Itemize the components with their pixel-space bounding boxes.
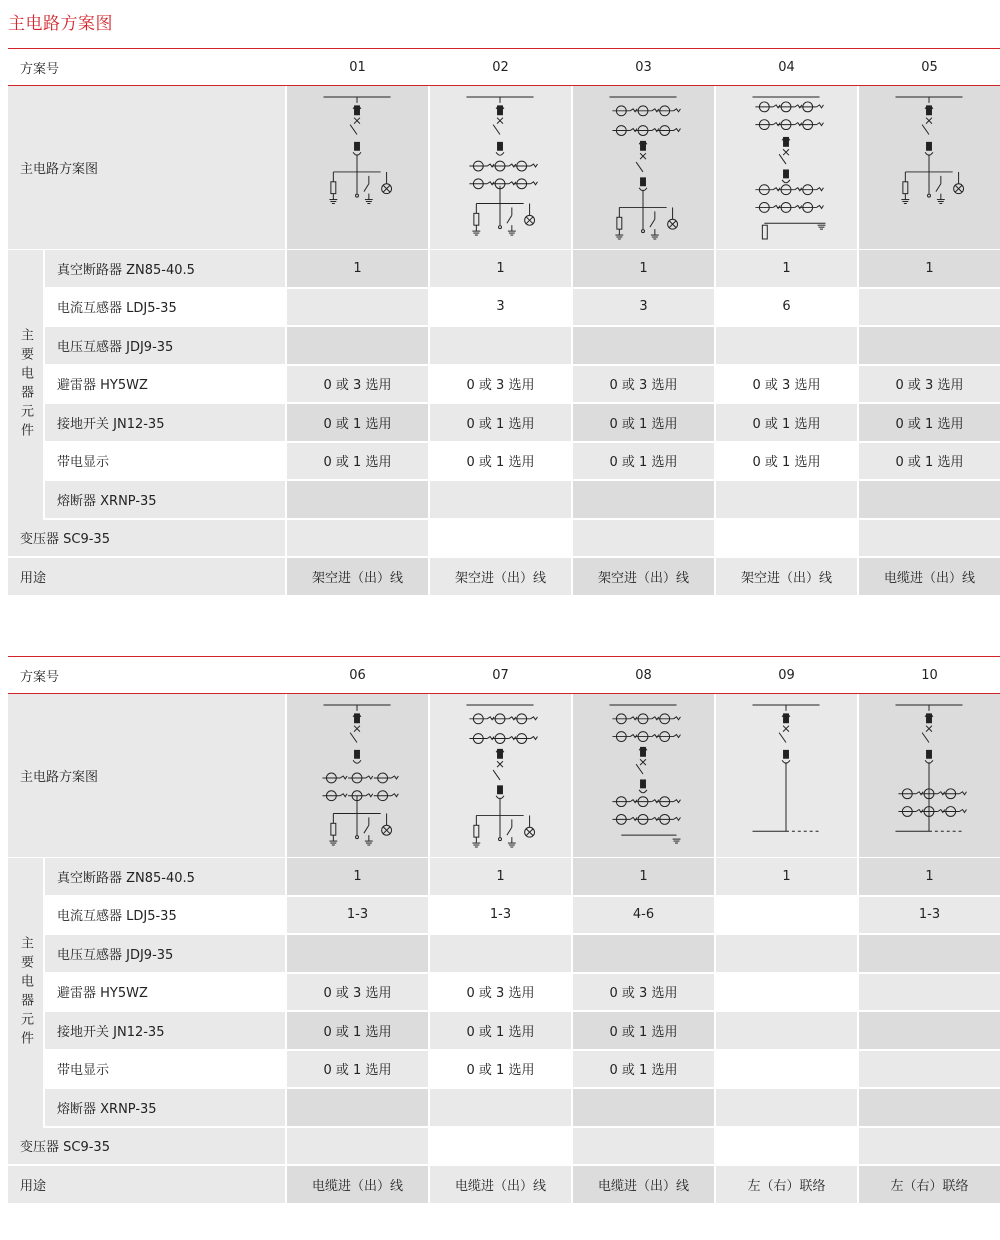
- diagram-cell: [714, 694, 857, 857]
- diagram-cell: [857, 86, 1000, 249]
- component-value: 1-3: [285, 897, 428, 934]
- scheme-number: 05: [857, 49, 1000, 85]
- scheme-number-row: [8, 657, 1000, 694]
- component-value: 0 或 1 选用: [571, 1051, 714, 1088]
- transformer-value: [428, 1128, 571, 1165]
- component-value: 0 或 1 选用: [285, 1051, 428, 1088]
- scheme-number-row: [8, 49, 1000, 86]
- usage-value: 电缆进（出）线: [571, 1166, 714, 1203]
- component-value: [571, 481, 714, 518]
- single-line-diagram: [716, 694, 857, 858]
- component-group: [8, 858, 1000, 1128]
- diagram-label: 主电路方案图: [8, 694, 285, 857]
- transformer-value: [857, 520, 1000, 557]
- component-row: [45, 897, 1000, 936]
- group-label: 主要电器元件: [18, 327, 33, 442]
- usage-row: [8, 558, 1000, 597]
- single-line-diagram: [573, 86, 714, 250]
- component-value: 0 或 3 选用: [285, 974, 428, 1011]
- component-name: 真空断路器 ZN85-40.5: [45, 250, 285, 287]
- component-value: 0 或 1 选用: [714, 443, 857, 480]
- component-value: [714, 1051, 857, 1088]
- component-name: 真空断路器 ZN85-40.5: [45, 858, 285, 895]
- component-value: [571, 327, 714, 364]
- component-value: [714, 897, 857, 934]
- usage-value: 左（右）联络: [714, 1166, 857, 1203]
- single-line-diagram: [287, 86, 428, 250]
- scheme-number: 09: [714, 657, 857, 693]
- component-value: 3: [571, 289, 714, 326]
- component-value: [857, 289, 1000, 326]
- single-line-diagram: [430, 86, 571, 250]
- usage-label: 用途: [8, 558, 285, 595]
- transformer-label: 变压器 SC9-35: [8, 520, 285, 557]
- component-value: 4-6: [571, 897, 714, 934]
- component-name: 熔断器 XRNP-35: [45, 481, 285, 518]
- component-value: [857, 481, 1000, 518]
- component-value: 0 或 3 选用: [714, 366, 857, 403]
- component-value: [714, 935, 857, 972]
- component-value: 0 或 1 选用: [428, 1012, 571, 1049]
- component-value: 0 或 1 选用: [285, 443, 428, 480]
- component-value: 0 或 1 选用: [857, 404, 1000, 441]
- single-line-diagram: [573, 694, 714, 858]
- page-title: 主电路方案图: [8, 14, 113, 34]
- component-value: [285, 481, 428, 518]
- component-value: [857, 1089, 1000, 1126]
- component-value: 0 或 1 选用: [428, 404, 571, 441]
- component-value: [714, 1089, 857, 1126]
- component-value: [857, 1012, 1000, 1049]
- component-value: 0 或 3 选用: [571, 974, 714, 1011]
- diagram-cell: [285, 694, 428, 857]
- component-row: [45, 1089, 1000, 1128]
- component-row: [45, 443, 1000, 482]
- single-line-diagram: [859, 694, 1000, 858]
- component-value: 1: [571, 858, 714, 895]
- diagram-cell: [428, 694, 571, 857]
- usage-row: [8, 1166, 1000, 1205]
- component-row: [45, 1051, 1000, 1090]
- usage-value: 电缆进（出）线: [428, 1166, 571, 1203]
- component-value: [857, 974, 1000, 1011]
- transformer-label: 变压器 SC9-35: [8, 1128, 285, 1165]
- component-name: 电流互感器 LDJ5-35: [57, 909, 177, 925]
- diagram-row: [8, 694, 1000, 858]
- component-value: [714, 1012, 857, 1049]
- diagram-cell: [428, 86, 571, 249]
- transformer-value: [714, 1128, 857, 1165]
- transformer-value: [285, 1128, 428, 1165]
- component-row: [45, 366, 1000, 405]
- component-value: 6: [714, 289, 857, 326]
- component-value: 0 或 3 选用: [571, 366, 714, 403]
- component-value: [285, 327, 428, 364]
- component-value: 1: [428, 858, 571, 895]
- component-value: 0 或 1 选用: [285, 404, 428, 441]
- component-value: [428, 935, 571, 972]
- scheme-number: 04: [714, 49, 857, 85]
- component-value: [428, 1089, 571, 1126]
- component-name: 电压互感器 JDJ9-35: [45, 327, 285, 364]
- usage-value: 左（右）联络: [857, 1166, 1000, 1203]
- diagram-cell: [714, 86, 857, 249]
- scheme-table-2: [8, 656, 1000, 1205]
- diagram-label: 主电路方案图: [8, 86, 285, 249]
- component-name: 带电显示: [57, 1063, 110, 1079]
- component-row: [45, 858, 1000, 897]
- component-value: 0 或 1 选用: [857, 443, 1000, 480]
- component-value: [571, 935, 714, 972]
- header-label: 方案号: [8, 657, 285, 693]
- transformer-value: [857, 1128, 1000, 1165]
- component-name: 熔断器 XRNP-35: [45, 1089, 285, 1126]
- component-value: [857, 935, 1000, 972]
- component-value: [285, 1089, 428, 1126]
- component-value: [428, 481, 571, 518]
- scheme-table-1: [8, 48, 1000, 597]
- usage-value: 架空进（出）线: [428, 558, 571, 595]
- scheme-number: 10: [857, 657, 1000, 693]
- diagram-cell: [857, 694, 1000, 857]
- component-value: 0 或 3 选用: [857, 366, 1000, 403]
- component-row: [45, 1012, 1000, 1051]
- component-value: [285, 289, 428, 326]
- component-value: 0 或 3 选用: [285, 366, 428, 403]
- component-value: [428, 327, 571, 364]
- diagram-cell: [571, 694, 714, 857]
- transformer-row: [8, 1128, 1000, 1167]
- diagram-cell: [285, 86, 428, 249]
- header-label: 方案号: [8, 49, 285, 85]
- component-name: 电流互感器 LDJ5-35: [57, 301, 177, 317]
- component-name: 避雷器 HY5WZ: [57, 378, 148, 394]
- scheme-number: 08: [571, 657, 714, 693]
- component-name: 电压互感器 JDJ9-35: [45, 935, 285, 972]
- component-value: [714, 327, 857, 364]
- component-row: [45, 289, 1000, 328]
- scheme-number: 02: [428, 49, 571, 85]
- component-value: 3: [428, 289, 571, 326]
- scheme-number: 06: [285, 657, 428, 693]
- component-value: 1: [714, 858, 857, 895]
- component-value: [714, 481, 857, 518]
- component-value: [571, 1089, 714, 1126]
- usage-label: 用途: [8, 1166, 285, 1203]
- component-row: [45, 935, 1000, 974]
- scheme-number: 07: [428, 657, 571, 693]
- component-value: 0 或 1 选用: [571, 1012, 714, 1049]
- component-value: 0 或 3 选用: [428, 366, 571, 403]
- transformer-value: [428, 520, 571, 557]
- component-group: [8, 250, 1000, 520]
- single-line-diagram: [287, 694, 428, 858]
- usage-value: 架空进（出）线: [714, 558, 857, 595]
- component-value: 1: [571, 250, 714, 287]
- usage-value: 电缆进（出）线: [857, 558, 1000, 595]
- component-value: 0 或 1 选用: [571, 443, 714, 480]
- scheme-number: 03: [571, 49, 714, 85]
- scheme-number: 01: [285, 49, 428, 85]
- component-value: 0 或 1 选用: [428, 443, 571, 480]
- group-label: 主要电器元件: [18, 935, 33, 1050]
- component-value: 1: [857, 250, 1000, 287]
- component-row: [45, 404, 1000, 443]
- single-line-diagram: [859, 86, 1000, 250]
- component-value: [714, 974, 857, 1011]
- component-name: 接地开关 JN12-35: [45, 1012, 285, 1049]
- usage-value: 架空进（出）线: [571, 558, 714, 595]
- component-value: 1: [857, 858, 1000, 895]
- component-value: 0 或 1 选用: [571, 404, 714, 441]
- component-value: 1: [428, 250, 571, 287]
- usage-value: 电缆进（出）线: [285, 1166, 428, 1203]
- transformer-value: [571, 520, 714, 557]
- component-value: 0 或 3 选用: [428, 974, 571, 1011]
- component-value: 1-3: [857, 897, 1000, 934]
- component-row: [45, 974, 1000, 1013]
- component-value: 1: [285, 858, 428, 895]
- component-row: [45, 250, 1000, 289]
- transformer-row: [8, 520, 1000, 559]
- component-name: 带电显示: [57, 455, 110, 471]
- usage-value: 架空进（出）线: [285, 558, 428, 595]
- transformer-value: [714, 520, 857, 557]
- component-value: 0 或 1 选用: [285, 1012, 428, 1049]
- component-row: [45, 327, 1000, 366]
- component-value: 0 或 1 选用: [428, 1051, 571, 1088]
- component-name: 避雷器 HY5WZ: [57, 986, 148, 1002]
- transformer-value: [571, 1128, 714, 1165]
- component-value: 0 或 1 选用: [714, 404, 857, 441]
- diagram-cell: [571, 86, 714, 249]
- single-line-diagram: [430, 694, 571, 858]
- component-value: 1: [285, 250, 428, 287]
- component-row: [45, 481, 1000, 520]
- component-value: 1-3: [428, 897, 571, 934]
- component-value: [857, 1051, 1000, 1088]
- component-value: [857, 327, 1000, 364]
- component-name: 接地开关 JN12-35: [45, 404, 285, 441]
- diagram-row: [8, 86, 1000, 250]
- single-line-diagram: [716, 86, 857, 250]
- component-value: [285, 935, 428, 972]
- component-value: 1: [714, 250, 857, 287]
- transformer-value: [285, 520, 428, 557]
